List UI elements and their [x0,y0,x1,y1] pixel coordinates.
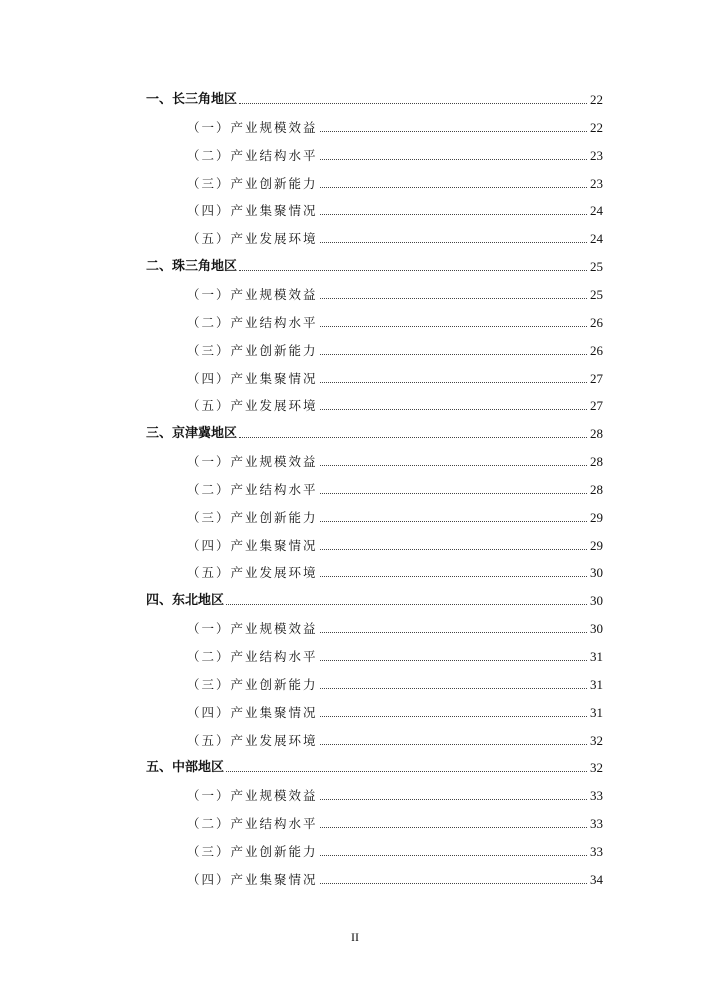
toc-entry-title: （四）产业集聚情况 [187,537,318,553]
toc-entry-title: （四）产业集聚情况 [187,203,318,219]
page-number-footer: II [351,930,359,944]
toc-dot-leader [320,353,587,355]
toc-entry-page-number: 28 [590,454,603,470]
toc-section-entry[interactable] [146,589,603,609]
toc-subsection-entry[interactable] [187,561,603,581]
toc-dot-leader [320,548,587,550]
toc-entry-page-number: 24 [590,231,603,247]
toc-dot-leader [320,213,587,215]
toc-dot-leader [320,854,587,856]
toc-entry-page-number: 33 [590,788,603,804]
toc-entry-page-number: 30 [590,593,603,609]
toc-subsection-entry[interactable] [187,339,603,359]
toc-subsection-entry[interactable] [187,367,603,387]
toc-dot-leader [320,631,587,633]
toc-entry-page-number: 31 [590,649,603,664]
toc-subsection-entry[interactable] [187,283,603,303]
toc-entry-page-number: 29 [590,509,603,525]
toc-dot-leader [320,492,587,494]
toc-section-entry[interactable] [146,756,603,776]
toc-section-entry[interactable] [146,422,603,442]
toc-dot-leader [320,687,587,689]
toc-entry-page-number: 34 [590,871,603,887]
toc-entry-title: （二）产业结构水平 [187,314,318,330]
toc-dot-leader [239,102,587,104]
toc-subsection-entry[interactable] [187,617,603,637]
toc-entry-page-number: 25 [590,286,603,302]
toc-entry-title: （三）产业创新能力 [187,342,318,358]
toc-subsection-entry[interactable] [187,701,603,721]
toc-subsection-entry[interactable] [187,478,603,498]
toc-entry-title: （三）产业创新能力 [187,175,318,191]
toc-subsection-entry[interactable] [187,311,603,331]
toc-entry-title: 二、珠三角地区 [146,259,238,275]
toc-subsection-entry[interactable] [187,868,603,888]
toc-entry-page-number: 23 [590,147,603,163]
toc-entry-page-number: 32 [590,732,603,748]
toc-subsection-entry[interactable] [187,450,603,470]
toc-dot-leader [320,241,587,243]
toc-subsection-entry[interactable] [187,729,603,749]
toc-dot-leader [320,715,587,717]
toc-dot-leader [320,158,587,160]
toc-dot-leader [320,882,587,884]
toc-entry-title: （一）产业规模效益 [187,286,318,302]
toc-entry-title: （二）产业结构水平 [187,481,318,497]
toc-dot-leader [320,520,587,522]
toc-dot-leader [226,770,587,772]
toc-entry-title: （四）产业集聚情况 [187,704,318,720]
toc-subsection-entry[interactable] [187,840,603,860]
toc-entry-page-number: 30 [590,621,603,637]
toc-entry-title: （五）产业发展环境 [187,231,318,247]
toc-dot-leader [320,325,587,327]
toc-entry-page-number: 31 [590,676,603,692]
toc-entry-page-number: 30 [590,565,603,581]
toc-entry-page-number: 27 [590,370,603,386]
toc-entry-title: （五）产业发展环境 [187,565,318,581]
toc-entry-page-number: 32 [590,760,603,776]
toc-dot-leader [320,659,587,661]
toc-entry-title: （二）产业结构水平 [187,816,318,832]
toc-dot-leader [320,381,587,383]
toc-entry-page-number: 22 [590,92,603,107]
toc-subsection-entry[interactable] [187,534,603,554]
toc-entry-title: （四）产业集聚情况 [187,370,318,386]
toc-dot-leader [320,826,587,828]
toc-subsection-entry[interactable] [187,506,603,526]
toc-entry-title: （一）产业规模效益 [187,788,318,804]
toc-entry-title: （四）产业集聚情况 [187,871,318,887]
toc-subsection-entry[interactable] [187,645,603,665]
toc-dot-leader [320,186,587,188]
toc-subsection-entry[interactable] [187,144,603,164]
toc-dot-leader [320,464,587,466]
toc-dot-leader [226,603,587,605]
toc-entry-title: 四、东北地区 [146,593,225,609]
toc-entry-page-number: 22 [590,119,603,135]
toc-entry-page-number: 31 [590,704,603,720]
toc-dot-leader [320,575,587,577]
toc-subsection-entry[interactable] [187,812,603,832]
toc-entry-page-number: 26 [590,342,603,358]
toc-subsection-entry[interactable] [187,784,603,804]
toc-entry-page-number: 24 [590,203,603,219]
toc-subsection-entry[interactable] [187,394,603,414]
toc-entry-title: （三）产业创新能力 [187,509,318,525]
toc-subsection-entry[interactable] [187,172,603,192]
toc-entry-page-number: 28 [590,426,603,442]
toc-entry-title: （二）产业结构水平 [187,147,318,163]
toc-subsection-entry[interactable] [187,199,603,219]
toc-entry-page-number: 25 [590,259,603,275]
toc-subsection-entry[interactable] [187,673,603,693]
toc-entry-title: （三）产业创新能力 [187,843,318,859]
toc-dot-leader [320,743,587,745]
toc-entry-page-number: 27 [590,398,603,414]
toc-entry-title: （五）产业发展环境 [187,398,318,414]
toc-entry-title: （一）产业规模效益 [187,454,318,470]
toc-dot-leader [239,269,587,271]
toc-entry-title: （二）产业结构水平 [187,649,318,664]
toc-dot-leader [320,798,587,800]
toc-entry-page-number: 33 [590,843,603,859]
toc-entry-page-number: 33 [590,816,603,832]
toc-entry-title: 五、中部地区 [146,760,225,776]
toc-entry-page-number: 23 [590,175,603,191]
toc-entry-title: 三、京津冀地区 [146,426,238,442]
toc-dot-leader [239,436,587,438]
toc-dot-leader [320,297,587,299]
toc-entry-title: （一）产业规模效益 [187,119,318,135]
toc-entry-page-number: 26 [590,314,603,330]
toc-entry-title: 一、长三角地区 [146,92,238,107]
toc-entry-page-number: 28 [590,481,603,497]
toc-section-entry[interactable] [146,255,603,275]
toc-dot-leader [320,408,587,410]
toc-entry-title: （一）产业规模效益 [187,621,318,637]
toc-entry-page-number: 29 [590,537,603,553]
toc-section-entry[interactable] [146,88,603,108]
toc-entry-title: （三）产业创新能力 [187,676,318,692]
toc-entry-title: （五）产业发展环境 [187,732,318,748]
toc-dot-leader [320,130,587,132]
toc-subsection-entry[interactable] [187,227,603,247]
toc-subsection-entry[interactable] [187,116,603,136]
